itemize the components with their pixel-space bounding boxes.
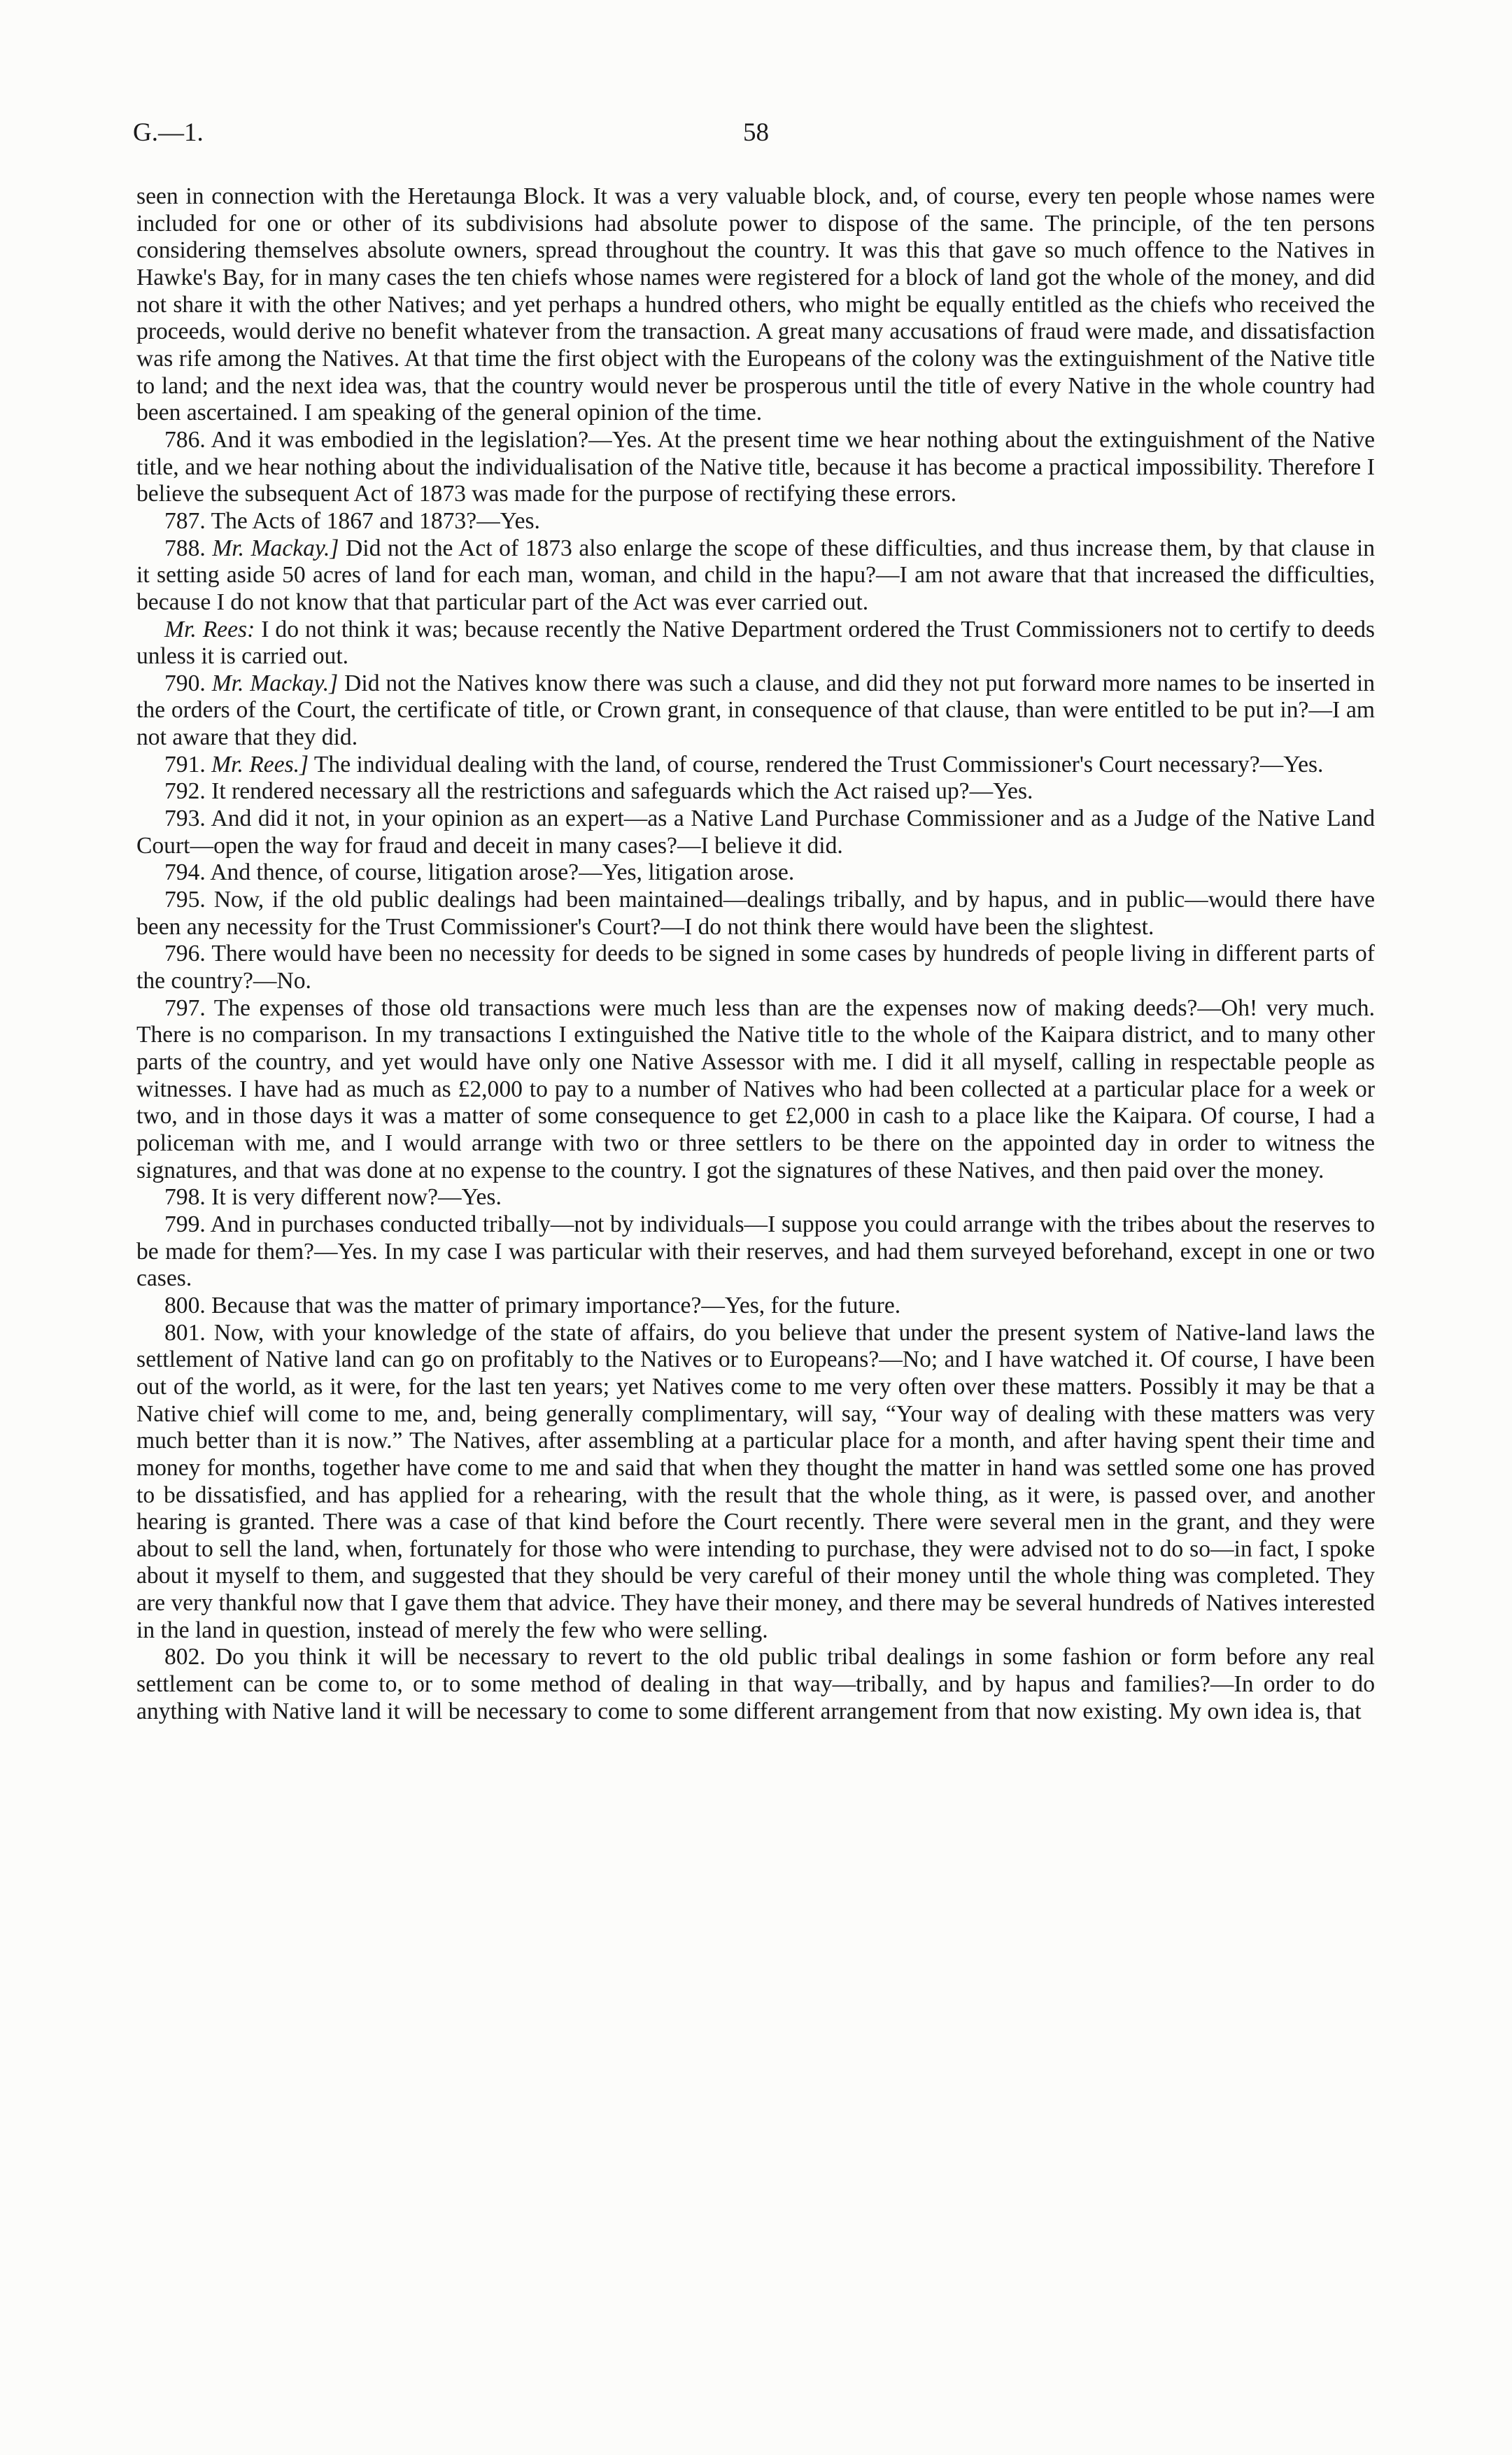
question-787	[136, 508, 1375, 535]
question-number: 786.	[164, 426, 206, 453]
page-number: 58	[743, 118, 769, 147]
question-794	[136, 859, 1375, 887]
question-802	[136, 1644, 1375, 1725]
question-number: 800.	[164, 1292, 206, 1318]
question-number: 787.	[164, 507, 206, 534]
question-number: 794.	[164, 859, 206, 886]
question-791	[136, 752, 1375, 779]
question-text: The Acts of 1867 and 1873?—Yes.	[211, 507, 540, 534]
question-792	[136, 778, 1375, 806]
speaker-name: Mr. Mackay.]	[212, 535, 339, 561]
question-text: And it was embodied in the legislation?—Yes. At the present time we hear nothing about the extinguishment of the Native title, and we hear nothing about the individualisation of the Native title, because it has become a practical impossibility. Therefore I believe the subsequent Act of 1873 was made for the purpose of rectifying these errors.	[136, 426, 1375, 507]
question-number: 802.	[164, 1644, 206, 1670]
question-788	[136, 535, 1375, 617]
question-text: The individual dealing with the land, of course, rendered the Trust Commissioner's Court necessary?—Yes.	[313, 751, 1324, 778]
statement-rees	[136, 617, 1375, 670]
question-number: 797.	[164, 994, 206, 1021]
question-798	[136, 1184, 1375, 1211]
question-number: 799.	[164, 1211, 206, 1237]
question-number: 791.	[164, 751, 206, 778]
question-text: Did not the Act of 1873 also enlarge the scope of these difficulties, and thus increase them, by that clause in it setting aside 50 acres of land for each man, woman, and child in the hapu?—I am not aware that that increased the difficulties, because I do not know that that particular part of the Act was ever carried out.	[136, 535, 1375, 615]
paragraph-continuation	[136, 183, 1375, 427]
question-text: And thence, of course, litigation arose?—Yes, litigation arose.	[210, 859, 795, 886]
question-795	[136, 887, 1375, 941]
question-text: Do you think it will be necessary to revert to the old public tribal dealings in some fashion or form before any real settlement can be come to, or to some method of dealing in that way—tribally, and by hapus and families?—In order to do anything with Native land it will be necessary to come to some different arrangement from that now existing. My own idea is, that	[136, 1644, 1375, 1724]
question-793	[136, 806, 1375, 859]
question-number: 796.	[164, 941, 206, 967]
question-786	[136, 427, 1375, 508]
question-text: Did not the Natives know there was such a clause, and did they not put forward more names to be inserted in the orders of the Court, the certificate of title, or Crown grant, in consequence of that clause, than were entitled to be put in?—I am not aware that they did.	[136, 670, 1376, 751]
statement-text: I do not think it was; because recently the Native Department ordered the Trust Commissioners not to certify to deeds unless it is carried out.	[136, 616, 1375, 670]
question-790	[136, 670, 1375, 752]
speaker-name: Mr. Rees.]	[211, 751, 309, 778]
question-801	[136, 1320, 1375, 1645]
question-number: 795.	[164, 887, 206, 913]
question-text: Now, if the old public dealings had been maintained—dealings tribally, and by hapus, and in public—would there have been any necessity for the Trust Commissioner's Court?—I do not think there would have been the slightest.	[136, 887, 1375, 940]
document-reference: G.—1.	[133, 118, 204, 147]
question-number: 788.	[164, 535, 206, 561]
question-797	[136, 995, 1375, 1185]
question-text: Now, with your knowledge of the state of affairs, do you believe that under the present system of Native-land laws the settlement of Native land can go on profitably to the Natives or to Europeans?—No; and I have watched it. Of course, I have been out of the world, as it were, for the last ten years; yet Natives come to me very often over these matters. Possibly it may be that a Native chief will come to me, and, being generally complimentary, will say, “Your way of dealing with these matters was very much better than it is now.” The Natives, after assembling at a particular place for a month, and after having spent their time and money for months, together have come to me and said that when they thought the matter in hand was settled some one has proved to be dissatisfied, and has applied for a rehearing, with the result that the whole thing, as it were, is passed over, and another hearing is granted. There was a case of that kind before the Court recently. There were several men in the grant, and they were about to sell the land, when, fortunately for those who were intending to purchase, they were advised not to do so—in fact, I spoke about it myself to them, and suggested that they should be very careful of their money until the whole thing was completed. They are very thankful now that I gave them that advice. They have their money, and there may be several hundreds of Natives interested in the land in question, instead of merely the few who were selling.	[136, 1319, 1375, 1643]
question-number: 798.	[164, 1184, 206, 1211]
question-800	[136, 1293, 1375, 1320]
document-body	[136, 183, 1375, 1725]
question-text: And in purchases conducted tribally—not by individuals—I suppose you could arrange with the tribes about the reserves to be made for them?—Yes. In my case I was particular with their reserves, and had them surveyed beforehand, except in one or two cases.	[136, 1211, 1376, 1292]
question-text: And did it not, in your opinion as an expert—as a Native Land Purchase Commissioner and as a Judge of the Native Land Court—open the way for fraud and deceit in many cases?—I believe it did.	[136, 806, 1375, 859]
question-796	[136, 941, 1375, 994]
paragraph-text: seen in connection with the Heretaunga Block. It was a very valuable block, and, of course, every ten people whose names were included for one or other of its subdivisions had absolute power to dispose of the same. The principle, of the ten persons considering themselves absolute owners, spread throughout the country. It was this that gave so much offence to the Natives in Hawke's Bay, for in many cases the ten chiefs whose names were registered for a block of land got the whole of the money, and did not share it with the other Natives; and yet perhaps a hundred others, who might be equally entitled as the chiefs who received the proceeds, would derive no benefit whatever from the transaction. A great many accusations of fraud were made, and dissatisfaction was rife among the Natives. At that time the first object with the Europeans of the colony was the extinguishment of the Native title to land; and the next idea was, that the country would never be prosperous until the title of every Native in the whole country had been ascertained. I am speaking of the general opinion of the time.	[136, 183, 1375, 426]
question-text: There would have been no necessity for deeds to be signed in some cases by hundreds of people living in different parts of the country?—No.	[136, 941, 1375, 994]
question-text: Because that was the matter of primary importance?—Yes, for the future.	[211, 1292, 901, 1318]
question-text: It is very different now?—Yes.	[211, 1184, 502, 1211]
question-number: 790.	[164, 670, 206, 696]
question-799	[136, 1211, 1375, 1293]
question-number: 793.	[164, 806, 206, 832]
question-text: It rendered necessary all the restrictions and safeguards which the Act raised up?—Yes.	[211, 778, 1033, 805]
question-text: The expenses of those old transactions were much less than are the expenses now of making deeds?—Oh! very much. There is no comparison. In my transactions I extinguished the Native title to the whole of the Kaipara district, and to many other parts of the country, and yet would have only one Native Assessor with me. I did it all myself, calling in respectable people as witnesses. I have had as much as £2,000 to pay to a number of Natives who had been collected at a particular place for a week or two, and in those days it was a matter of some consequence to get £2,000 in cash to a place like the Kaipara. Of course, I had a policeman with me, and I would arrange with two or three settlers to be there on the appointed day in order to witness the signatures, and that was done at no expense to the country. I got the signatures of these Natives, and then paid over the money.	[136, 994, 1375, 1183]
speaker-name: Mr. Rees:	[164, 616, 255, 642]
speaker-name: Mr. Mackay.]	[211, 670, 339, 696]
running-head	[133, 118, 1379, 160]
question-number: 792.	[164, 778, 206, 805]
question-number: 801.	[164, 1319, 206, 1346]
